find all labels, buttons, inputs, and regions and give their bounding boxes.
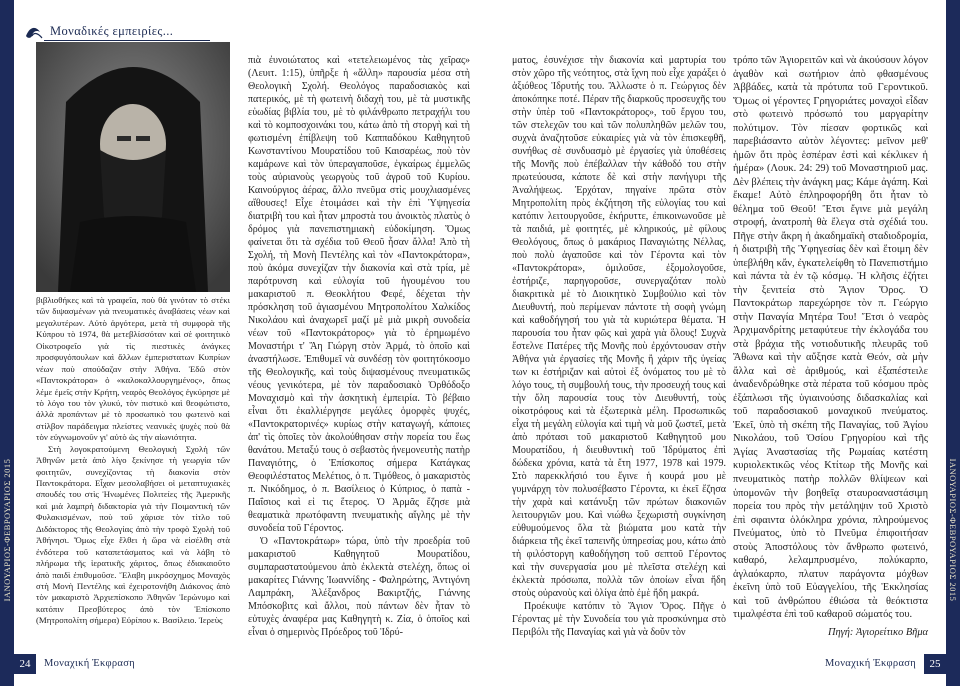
paragraph: Ὁ «Παντοκράτωρ» τώρα, ὑπὸ τὴν προεδρία τοῦ μακαριστοῦ Καθηγητοῦ Μουρατίδου, συμπαραστατούμενου ἀπὸ ἐκλεκτὰ στελέχη, ὅπως οἱ μακαρίτες Γιάννης Ἰωαννίδης - Φαληρώτης, Ἀντιγόνη Λαμπράκη, Ἀλέξανδρος Βακιρτζής, Γιάννης Μπόσκοβιτς καὶ ἄλλοι, ποὺ πάντων δὲν ἦταν τὸ εὐτυχὲς ἀναφέρα μας Καθηγητὴ κ. Ζία, ὁ ὁποῖος καὶ εἶναι ὁ σημερινὸς Πρόεδρος τοῦ Ἱδρύ- xyxy=(248,536,470,638)
text-column-2 xyxy=(248,54,470,639)
right-magazine-name: Μοναχική Έκφραση xyxy=(825,658,916,669)
ornament-logo-icon xyxy=(24,22,44,42)
source-credit: Πηγή: Ἁγιορείτικο Βῆμα xyxy=(827,626,928,638)
portrait-photo-icon xyxy=(36,42,230,292)
paragraph: πιὰ ἐυνοιώτατος καὶ «τετελειωμένος τὰς χεῖρας» (Λευιτ. 1:15), ὑπῆρξε ἡ «ἄλλη» παρουσία μέσα στὴ Θεολογικὴ Σχολή. Θεολόγος παραδοσιακὸς καὶ πατερικός, μὲ τὴ φωτεινὴ διδαχὴ του, μὲ τὰ μυστικῆς εὐωδίας βιβλία του, μὲ τὸ φιλάνθρωπο πετραχήλι του καὶ τὸ κομποσχοινάκι του, κάτω ἀπὸ τὴ στοργὴ καὶ τὴ φωτισμένη ἐπίβλεψη τοῦ Καππαδόκου Καθηγητοῦ Κωνσταντίνου Μουρατίδου τοῦ Καισαρέως, ποὺ τὸν καμάρωνε καὶ τὸν ὑπεραγαποῦσε, ἐγκαίρως ἐμμελῶς τοὺς αὐριανοὺς γεωργοὺς τοῦ ἀγροῦ τοῦ Κυρίου. Καινούργιος ἀέρας, ἄλλο πνεῦμα στὶς μουχλιασμένες αἴθουσες! Εἶχε ἑτοιμάσει καὶ τὴν ἑπὶ Ὑψηγεσία διατριβὴ του καὶ ἦταν μπροστὰ του ἀνοικτὸς πλατὺς ὁ δρόμος γιὰ πανεπιστημιακὴ εὐδοκίμηση. Ὅμως φαίνεται ὅτι τὰ σχέδια τοῦ Θεοῦ ἦσαν ἄλλα! Ἀπὸ τὴ Σχολή, τὴ Μονὴ Πεντέλης καὶ τὸν «Παντοκράτορα», ποὺ ἀκόμα συνεχίζαν τὴν διακονία καὶ στὰ τρία, μὲ παρότρυνση καὶ εὐλογία τοῦ ἡγουμένου του μακαριστοῦ π. Θεοκλήτου Φεφέ, δέχεται τὴν πρόσκληση τοῦ ἀγιασμένου Μητροπολίτου Χαλκίδος Νικολάου καὶ ἀναχωρεῖ μαζί μὲ μιὰ μικρὴ συνοδεία νέων τοῦ «Παντοκράτορος» γιὰ τὸ ἐρημωμένο Μοναστήρι τ' Ἅη Γιώργη στὸν Ἀρμά, τὸ ὁποῖο καὶ ἀναστήλωσε. Ἐπιθυμεῖ νὰ συνδέσῃ τὸν φοιτητόκοσμο τῆς Θεολογικῆς, καὶ τοὺς διψασμένους πνευματικῶς νέους γενικότερα, μὲ τὸν παραδοσιακὸ Ὀρθόδοξο Μοναχισμὸ καὶ τὴν ἀσκητικὴ ἐμπειρία. Τὸ βέβαιο εἶναι ὅτι ἐκαλλιέργησε μεγάλες ὁμορφὲς ψυχές, «Παντοκρατορινές» κυρίως στὴν καταγωγή, κάποιες ἀπ' τὶς ὁποῖες τὸν ἀκολούθησαν στὴν πορεία του ἕως θανάτου. Μεταξύ τους ὁ σεβαστὸς ἡνεμονευτὴς πατὴρ Παναγιότης, ὁ Ἐπίσκοπος σήμερα Κατάγκας Θεοφιλέστατος Μελέτιος, ὁ π. Τιμόθεος, ὁ μακαριστὸς π. Νικόδημος, ὁ π. Βασίλειος ὁ Κύπριος, ὁ παπὰ - Παΐσιος καὶ εἰ τις ἕτερος. Ὁ Ἀρμᾶς ἔζησε μιὰ θεαματικὰ πρωτόφαντη πνευματικὴς αἴγλης μὲ τὴν συνοδεία τοῦ Γέροντος. xyxy=(248,55,470,534)
text-column-3 xyxy=(512,54,726,639)
paragraph: Στὴ λογοκρατούμενη Θεολογικὴ Σχολὴ τῶν Ἀθηνῶν μετὰ ἀπὸ λίγο ξεκίνησε τὴ γεωργία τῶν φοιτητῶν, συνεχίζοντας τὴ διακονία στὸν Παντοκράτορα. Εἶχαν μεσολαβήσει οἱ μεταπτυχιακὲς σπουδές του στὶς Ἡνωμένες Πολιτείες τῆς Ἀμερικῆς καὶ μιὰ λαμπρὴ διδακτορία γιὰ τὴν Ποιμαντικὴ τῶν Φυλακισμένων, ποὺ τοῦ χάρισε τὸν τίτλο τοῦ Διδάκτορος τῆς Θεολογίας ἀπὸ τὴν τροφὸ Σχολὴ τοῦ Ἀθήνησι. Ὅμως εἶχε ἔλθει ἡ ὥρα νὰ εἰσέλθη στὰ ἐνδότερα τοῦ καταπετάσματος καὶ νὰ λάβη τὸ πλήρωμα τῆς ἱερατικῆς χάριτος, ὅπως ἐδιακαιοῦτο ἀπὸ παιδὶ ἐπιθυμοῦσε. Ἔλαβη μικρόσχημος Μοναχὸς στὴ Μονὴ Πεντέλης καὶ ἐχειροτονήθη Διάκονος ἀπὸ τὸν μακαριστὸ Ἀρχιεπίσκοπο Ἀθηνῶν Ἱερώνυμο καὶ κατόπιν Πρεσβύτερος ἀπὸ τὸν Ἐπίσκοπο (Μητροπολίτη σήμερα) Εὐρίπου κ. Βασίλειο. Ἱερεὺς xyxy=(36,443,230,626)
page-header xyxy=(0,0,210,42)
paragraph: τρόπο τῶν Ἁγιορειτῶν καὶ νὰ ἀκούσουν λόγον ἀγαθὸν καὶ σωτήριον ἀπὸ φθασμένους Ἀββάδες, κατὰ τὰ πρότυπα τοῦ Γεροντικοῦ. Ὅμως οἱ γέροντες Γρηγοριάτες μοναχοὶ εἶδαν στὸ φωτεινὸ πρόσωπό του μαργαρίτην πολύτιμον. Τὸν πίεσαν φορτικῶς καὶ παρεβιάσαντο αὐτὸν λέγοντες: μεῖνον μεθ' ἡμῶν ὅτι πρὸς ἑσπέραν ἐστὶ καὶ κέκλικεν ἡ ἡμέρα» (Λουκ. 24: 29) τοῦ Μοναστηριοῦ μας. Δὲν βλέπεις τὴν ἀνάγκη μας; Κάμε ἀγάπη. Καὶ ἔκαμε! Αὐτὸ ἐπληροφορήθη ὅτι ἦταν τὸ θέλημα τοῦ Θεοῦ! Ἔτσι ἔγινε μιὰ μεγάλη στροφή, ἀνατροπὴ θὰ ἔλεγα στὰ σχέδιά του. Πῆγε στὴν ἄκρη ἡ ἀκαδημαϊκὴ σταδιοδρομία, ἡ διατριβὴ τῆς Ὑφηγεσίας δὲν καὶ ἕτοιμη δὲν ὑπεβλήθη κἄν, ἐγκατελείφθη τὸ Πανεπιστήμιο καὶ πάντα τὰ ἐν τῷ κόσμῳ. Ἡ κλῆσις ἐζήτει τὴν ξενιτεία στὸ Ἅγιον Ὄρος. Ὁ Παντοκράτωρ παρεχώρησε τὸν π. Γεώργιο στὴν Παναγία Μητέρα Του! Ἔτσι ὁ νεαρὸς Ἀρχιμανδρίτης μεταφύτευε τὴν ἐκλογάδα του στὰ βράχια τῆς νοτιοδυτικῆς πλευρᾶς τοῦ Ἄθωνα καὶ τὴν αὔξησε κατὰ Θεόν, σὰ μὴν ἄλλα καὶ σὲ ἀριθμούς, καὶ ἐξαπέστειλε ἀναδενδρώθηκε στὰ πέρατα τοῦ κόσμου πρὸς ἐξάπλωσι τῆς ὑγιαινούσης διδασκαλίας καὶ τοῦ παραδοσιακοῦ μοναχικοῦ πνεύματος. Ἐκεῖ, ὑπὸ τὴ σκέπη τῆς Παναγίας, τοῦ Ἁγίου Νικολάου, τοῦ Ὁσίου Γρηγορίου καὶ τῆς Ἁγίας Ἀναστασίας τῆς Ρωμαίας κατέστη κυριολεκτικῶς νέος Κτίτωρ τῆς Μονῆς καὶ πνευματικὸς πατὴρ πολλῶν θλίψεων καὶ ὑπομονῶν τὴν βοηθεῖᾳ σταυροαναστάσιμη πορεία του πρὸς τὴν μετάληψιν τοῦ Χριστὸ ἐπὶ σφαιντα ὁλόκληρα χρόνια, πληρούμενος Πνεύματος, ὑπὸ τὸ Πνεῦμα ἐπιφοιτήσαν στοὺς Ἀποστόλους τὸν ἄνθρωπο φωτεινό, καθαρό, λελαμπρυσμένο, πολύκαρπο, ἀγλαόκαρπο, πλατυν παράγοντα μόχθων ἐκεῖνη ὑπὸ τοῦ Εὐαγγελίου, τῆς Ἐκκλησίας καὶ τοῦ ἀνθρώπου ἐθιώσα τὰ θεόκτιστα τιμαλφέστα ἐπὶ τοῦ καθαροῦ σώματός του. xyxy=(733,55,928,621)
left-page-number: 24 xyxy=(14,654,36,674)
portrait-photo xyxy=(36,42,230,292)
right-footer xyxy=(746,654,946,674)
section-title: Μοναδικές εμπειρίες... xyxy=(50,24,174,38)
text-column-4 xyxy=(733,54,928,639)
text-column-1 xyxy=(36,295,230,627)
paragraph: ματος, ἐσυνέχισε τὴν διακονία καὶ μαρτυρία του στὸν χῶρο τῆς νεότητος, στὰ ἴχνη ποὺ εἶχε χαράξει ὁ ἀξιόθεος Ἱδρυτής του. Ἄλλωστε ὁ π. Γεώργιος δὲν ἀποκόπηκε ποτέ. Πέραν τῆς διαρκοῦς προσευχῆς του στὴν ὑπὲρ τοῦ «Παντοκράτορος», τοῦ ἔργου του, τῶν στελεχῶν του καὶ τῶν πολυπληθῶν μελῶν του, συχνὰ ἀναζητοῦσε εὐκαιρίες γιὰ νὰ τὸν ἐπισκεφθῆ, συνήθως σὲ συνδυασμὸ μὲ ἐργασίες γιὰ ὑποθέσεις τῆς Μονῆς ποὺ ἐπέβαλλαν τὴν κάθοδό του στὴν πρωτεύουσα, κάποτε δὲ καὶ στὴν πανήγυρι τῆς Ἀναλήψεως. Ἐρχόταν, πηγαίνε πρῶτα στὸν Μητροπολίτη πρὸς ἐκζήτηση τῆς εὐλογίας του καὶ κατόπιν λειτουργοῦσε, ἐκήρυττε, ἐπικοινωνοῦσε μὲ τὰ παιδιά, μὲ φοιτητές, μὲ κληρικούς, μὲ φίλους Θεολόγους, ὅπως ὁ μακάριος Παναγιώτης Νέλλας, ποὺ πολὺ ἀγαποῦσε καὶ τὸν Γέροντα καὶ τὸν «Παντοκράτορα», ὁμιλοῦσε, ἐξομολογοῦσε, ἐστήριζε, παρηγοροῦσε, συνεργαζόταν πολὺ διακριτικὰ μὲ τὸ Διοικητικὸ Συμβούλιο καὶ τὸν Διευθυντή, ποὺ περίμεναν πάντοτε τὴ σοφὴ γνώμη καὶ καθοδήγησή του γιὰ τὰ κυριώτερα θέματα. Ἡ παρουσία του ἦταν φῶς καὶ χαρὰ γιὰ ὅλους! Συχνὰ ἔστελνε Πατέρες τῆς Μονῆς ποὺ ἐρχόντουσαν στὴν Ἀθήνα γιὰ ἐργασίες τῆς Μονῆς ἢ χάριν τῆς ὑγείας των κι ἐστήριζαν καὶ αὐτοὶ ἐξ ὀνόματος του μὲ τὸ λόγο τους, τὴ συμβουλή τους, τὴν προσευχή τους καὶ τὴν ὅλη παρουσία τους τὸν Διευθυντή, τοὺς οἰκοτρόφους καὶ τὰ ἐξωτερικὰ μέλη. Προσωπικῶς εἶχα τὴ μεγάλη εὐλογία καὶ τιμὴ νὰ μοῦ ζωστεῖ, μετὰ ἀπὸ πρότασι τοῦ μακαριστοῦ Καθηγητοῦ μου Μουρατίδου, ἡ διευθυντικὴ τοῦ Ἱδρύματος ἐπὶ δώδεκα χρόνια, κατὰ τὰ ἔτη 1977, 1978 καὶ 1979. Στὸ παρεκκλήσιό του ἔγινε ἡ κουρά μου μὲ γυμνάρχη τὸν πολυσέβαστο Γέροντα, κι ἐκεῖ ἔζησα τὴν χαρὰ καὶ κατάνυξη τῶν πρώτων διακονιῶν λειτουργιῶν μου. Καὶ νιώθω ξεχωριστὴ συγκίνηση εὐθυμούμενος ὅλα τὰ βιώματα μου κατὰ τὴν διάρκεια τῆς ἐκεῖ ταπεινῆς ὑπηρεσίας μου, κάτω ἀπὸ τὴ φιλόστοργη καθοδήγηση τοῦ σεπτοῦ Γέροντος καὶ τὴν συνεργασία μου μὲ πλεῖστα στελέχη καὶ ἐκλεκτὰ πρόσωπα, πολλὰ τῶν ὁποίων εἶναι ἤδη στοὺς οὐρανοὺς καὶ ὀλίγα ἀπὸ ἐμὲ ἤδη μακρά. xyxy=(512,55,726,599)
paragraph: Προέκυψε κατόπιν τὸ Ἅγιον Ὄρος. Πῆγε ὁ Γέροντας μὲ τὴν Συνοδεία του γιὰ προσκύνημα στὸ Περιβόλι τῆς Παναγίας καὶ γιὰ νὰ δοῦν τὸν xyxy=(512,601,726,638)
right-side-date: ΙΑΝΟΥΑΡΙΟΣ-ΦΕΒΡΟΥΑΡΙΟΣ 2015 xyxy=(948,458,958,602)
left-magazine-name: Μοναχική Έκφραση xyxy=(44,658,135,669)
paragraph: βιβλιοθήκες καὶ τὰ γραφεῖα, ποὺ θὰ γινόταν τὸ στέκι τῶν διψασμένων γιὰ πνευματικὲς ἀναβάσεις νέων καὶ μεγαλυτέρων. Αὐτὸ ἀργότερα, μετὰ τὴ συμφορὰ τῆς Κύπρου τὸ 1974, θὰ μετεβλίσσόταν καὶ σὲ φοιτητικὸ Οἰκοτροφεῖο γιὰ τὶς πιεστικὲς ἀνάγκες προσφυγόπουλων καὶ ἄλλων ἐμπεριστατων Κυπρίων νέων ποὺ σπούδαζαν στὴν Ἀθήνα. Ἐδῶ στὸν «Παντοκράτορα» ὁ «καλοκαλλουργημένος», ὅπως λέμε ἐμεῖς στὴν Κρήτη, νεαρὸς Θεολόγος ἐγκύρησε μὲ τὸ λόγο του τὸν γλυκύ, τὸν πιστικὸ καὶ θεοφώτιστο, ἀλλὰ προπάντων μὲ τὸ προσωπικὸ του φωτεινὸ καὶ στίλβον παράδειγμα πλείστες νεανικὲς ψυχὲς ποὺ θὰ τὸν εὐγνωμονοῦν γι' αὐτὸ ὡς τὴν αἰωνιότητα. xyxy=(36,295,230,443)
left-footer xyxy=(14,654,214,674)
left-side-date: ΙΑΝΟΥΑΡΙΟΣ-ΦΕΒΡΟΥΑΡΙΟΣ 2015 xyxy=(2,458,12,602)
right-page-number: 25 xyxy=(924,654,946,674)
header-rule xyxy=(44,40,210,41)
